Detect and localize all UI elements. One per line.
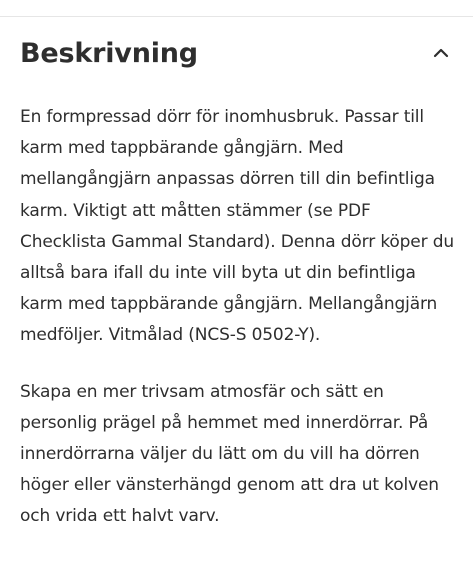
section-title: Beskrivning — [20, 37, 198, 69]
description-paragraph-1: En formpressad dörr för inomhusbruk. Passar till karm med tappbärande gångjärn. Med mellangångjärn anpassas dörren till din befintliga karm. Viktigt att måtten stämmer (se PDF Checklista Gammal Standard). Denna dörr köper du alltså bara ifall du inte vill byta ut din befintliga karm med tappbärande gångjärn. Mellangångjärn medföljer. Vitmålad (NCS-S 0502-Y). — [20, 107, 454, 346]
description-paragraph-2: Skapa en mer trivsam atmosfär och sätt en personlig prägel på hemmet med innerdörrar. På innerdörrarna väljer du lätt om du vill ha dörren höger eller vänsterhängd genom att dra ut kolven och vrida ett halvt varv. — [20, 381, 439, 527]
description-body — [20, 102, 460, 533]
description-accordion-header[interactable] — [0, 17, 473, 89]
chevron-up-icon[interactable] — [429, 41, 453, 65]
